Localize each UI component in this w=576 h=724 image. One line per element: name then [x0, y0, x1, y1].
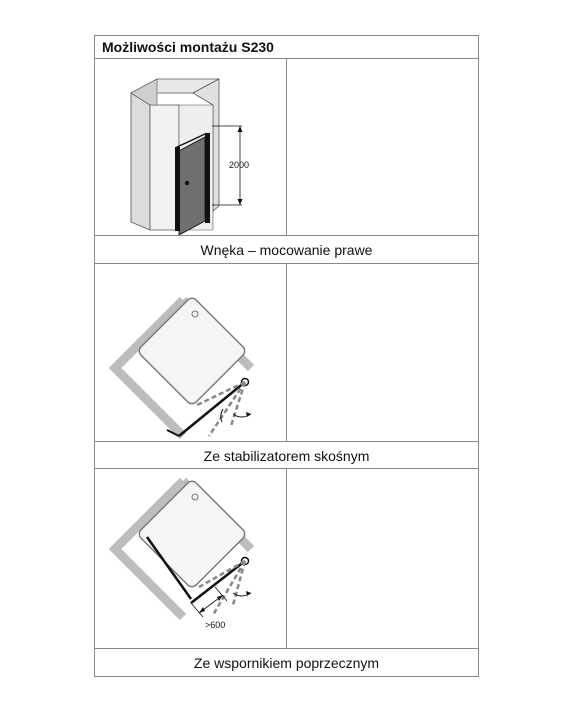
- table-header-row: [95, 36, 478, 59]
- transverse-bracket-illustration: [95, 469, 286, 648]
- caption-row-diagonal-stabilizer: [95, 442, 478, 469]
- figure-cell-transverse-bracket: [95, 469, 287, 648]
- table-title: Możliwości montażu S230: [102, 39, 274, 55]
- caption-transverse-bracket: Ze wspornikiem poprzecznym: [193, 655, 380, 671]
- figure-row-transverse-bracket: [95, 469, 478, 649]
- figure-row-diagonal-stabilizer: [95, 264, 478, 442]
- installation-options-table: [94, 35, 479, 677]
- min-width-dimension-label: >600: [205, 620, 226, 630]
- height-dimension-label: 2000: [229, 160, 250, 170]
- figure-cell-diagonal-stabilizer: [95, 264, 287, 441]
- caption-row-niche: [95, 236, 478, 264]
- figure-cell-niche: [95, 59, 287, 235]
- caption-niche: Wnęka – mocowanie prawe: [200, 242, 373, 258]
- niche-mounting-illustration: [95, 59, 286, 235]
- caption-diagonal-stabilizer: Ze stabilizatorem skośnym: [203, 448, 370, 464]
- figure-row-niche: [95, 59, 478, 236]
- caption-row-transverse-bracket: [95, 649, 478, 676]
- diagonal-stabilizer-illustration: [95, 264, 286, 441]
